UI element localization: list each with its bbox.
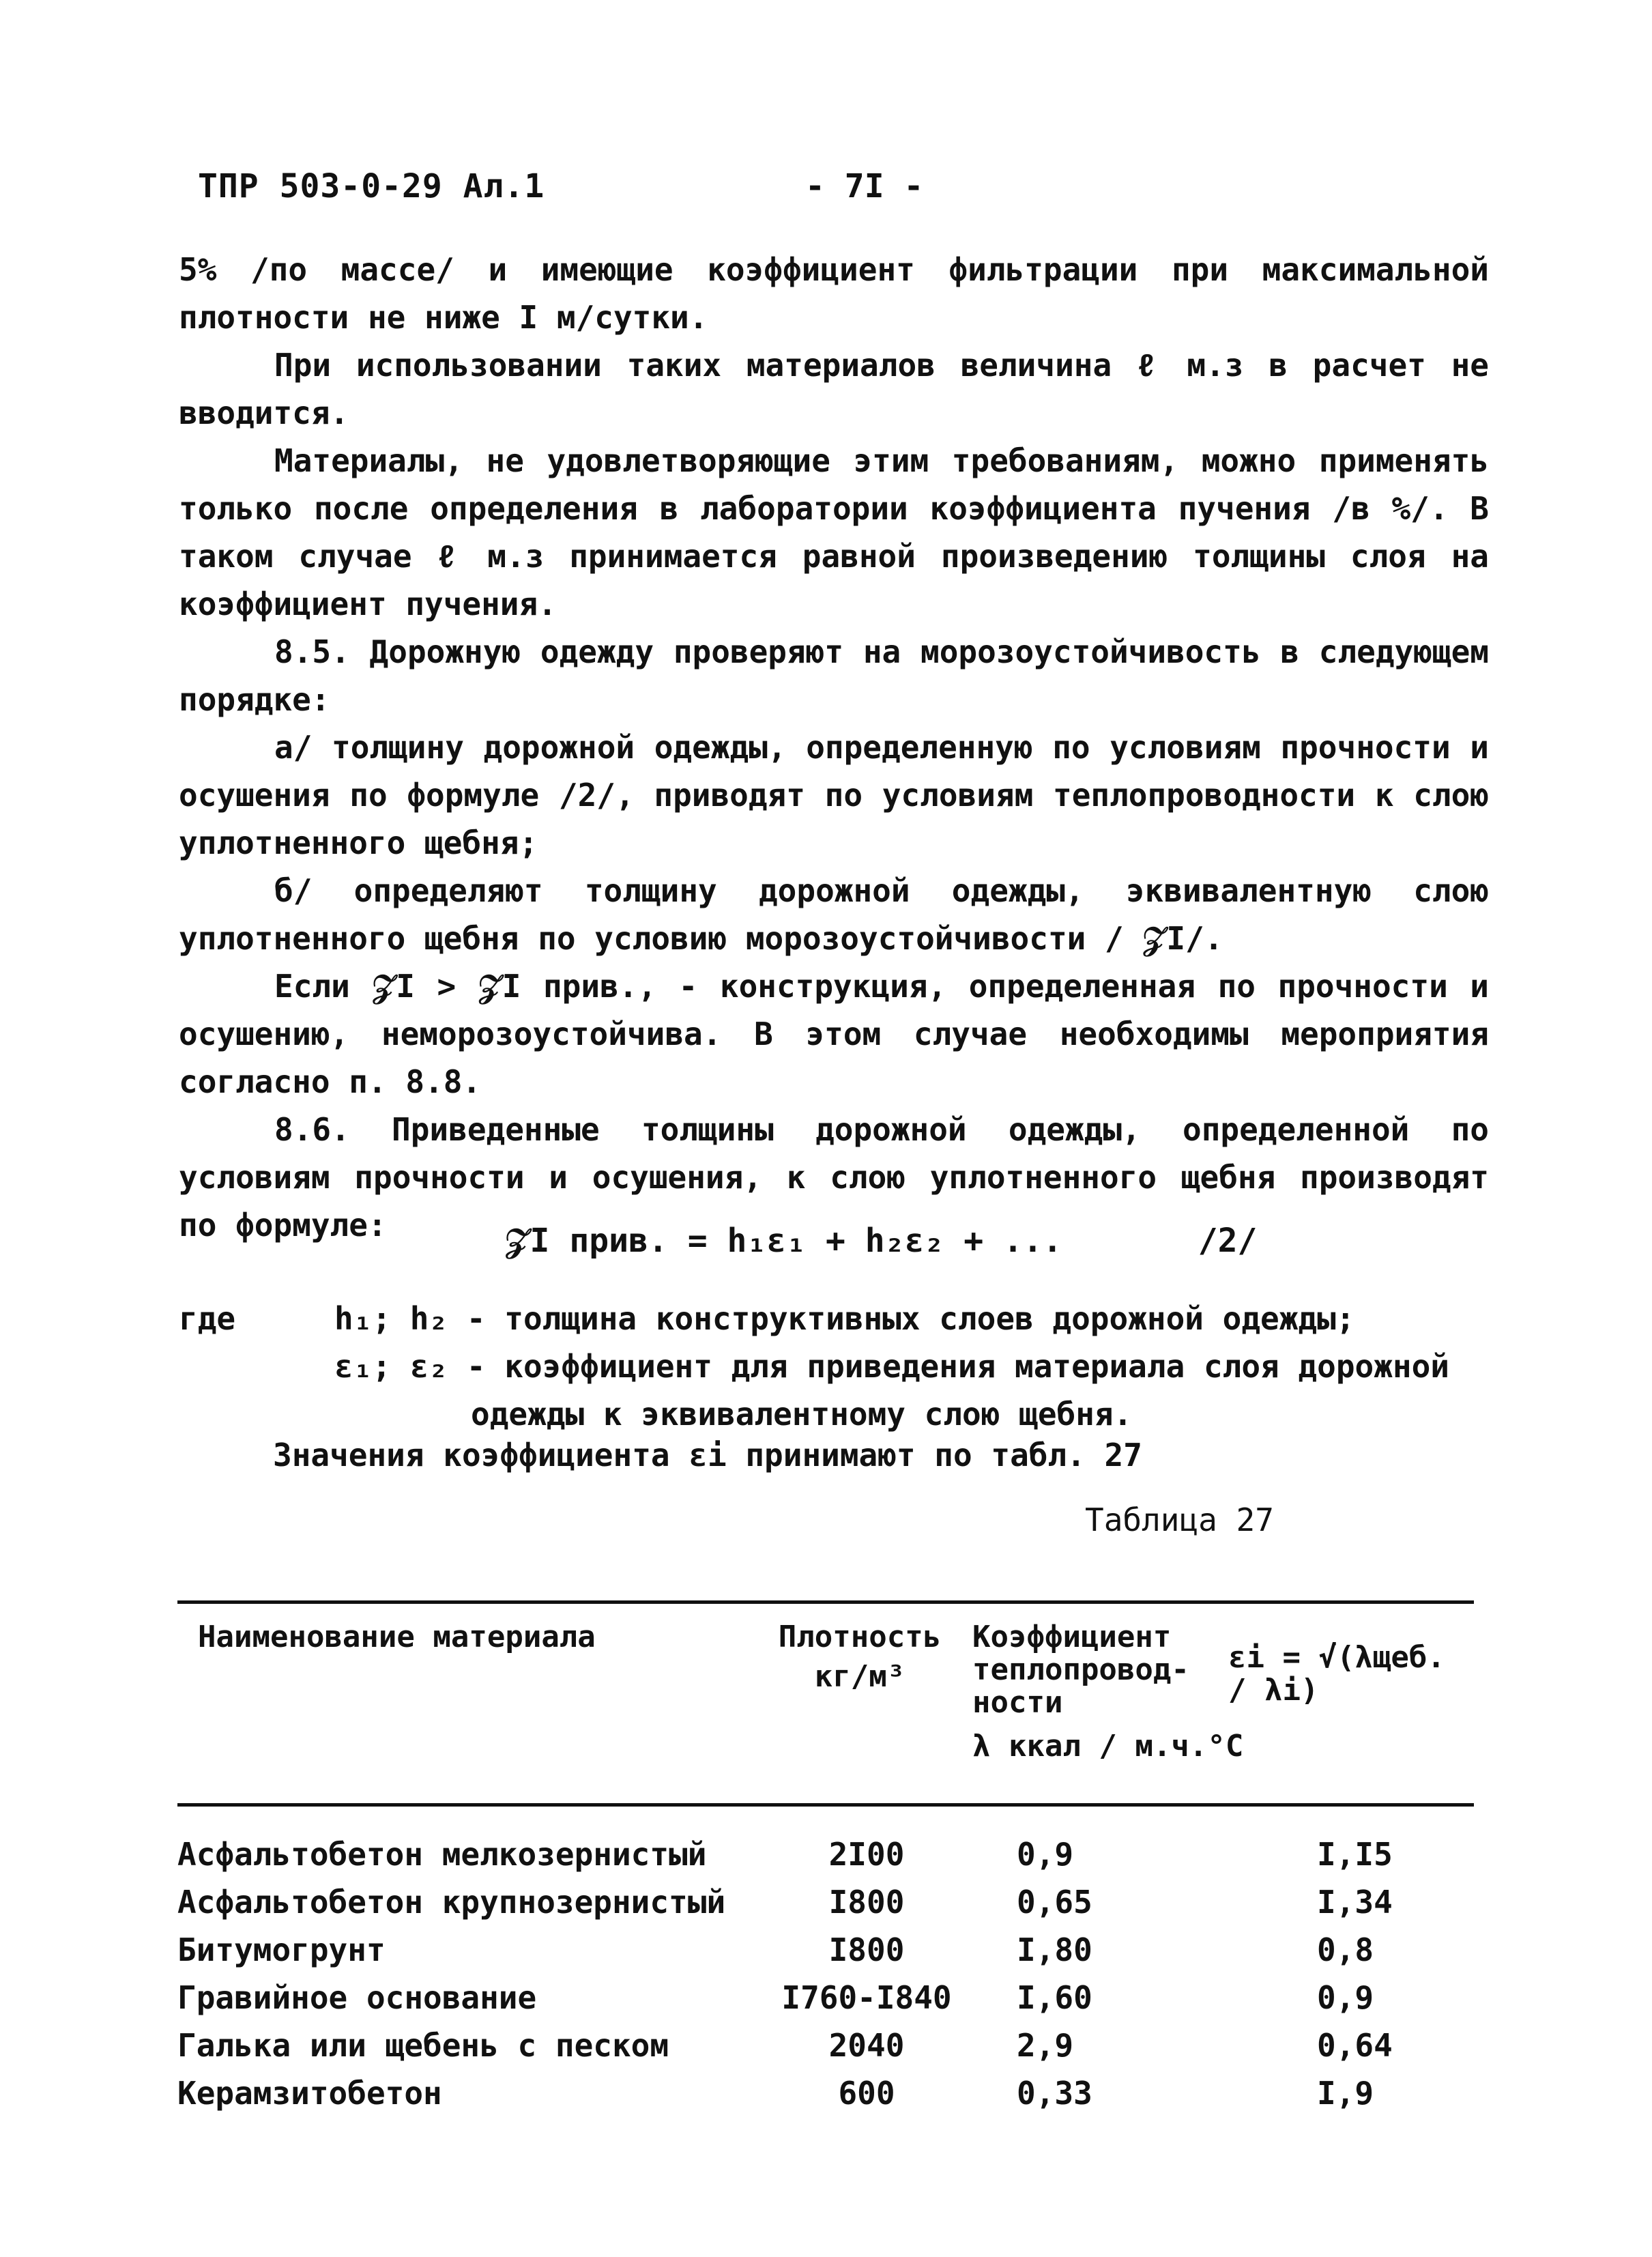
cell-material: Галька или щебень с песком [177,2027,669,2064]
definition-eps [334,1348,1449,1385]
cell-conductivity: 0,33 [1017,2075,1092,2112]
header-density [757,1621,962,1693]
paragraph: 5% /по массе/ и имеющие коэффициент фильтрации при максимальной плотности не ниже I м/сутки. [179,251,1489,336]
cell-material: Гравийное основание [177,1979,537,2016]
cell-material: Асфальтобетон мелкозернистый [177,1836,707,1873]
table-row [177,2027,1474,2075]
table-row [177,1979,1474,2027]
cell-eps: I,9 [1317,2075,1374,2112]
cell-density: I800 [828,1931,905,1968]
cell-density: 2040 [828,2027,905,2064]
page-header [198,167,1563,215]
values-note: Значения коэффициента εi принимают по табл. 27 [273,1437,1142,1473]
cell-eps: 0,9 [1317,1979,1374,2016]
document-code: ТПР 503-0-29 Ал.1 [198,167,545,205]
cell-density: 2I00 [828,1836,905,1873]
definition-text: толщина конструктивных слоев дорожной одежды; [504,1300,1355,1337]
cell-conductivity: 2,9 [1017,2027,1074,2064]
cell-material: Керамзитобетон [177,2075,442,2112]
paragraph: При использовании таких материалов величина ℓ м.з в расчет не вводится. [179,347,1489,431]
paragraph: Если 𝒵I > 𝒵I прив., - конструкция, определенная по прочности и осушению, неморозоустойчива. В этом случае необходимы мероприятия согласно п. 8.8. [179,968,1489,1100]
cell-eps: 0,8 [1317,1931,1374,1968]
cell-eps: 0,64 [1317,2027,1393,2064]
formula [505,1222,1257,1261]
cell-conductivity: I,60 [1017,1979,1092,2016]
cell-material: Асфальтобетон крупнозернистый [177,1884,726,1921]
cell-density: 600 [838,2075,895,2112]
table-caption: Таблица 27 [1085,1501,1274,1538]
formula-expression: 𝒵I прив. = h₁ε₁ + h₂ε₂ + ... [505,1222,1062,1260]
body-text [179,246,1489,1249]
formula-number: /2/ [1198,1222,1258,1260]
header-density-label: Плотность [778,1620,942,1654]
where-label: где [179,1300,236,1337]
header-conductivity [972,1621,1189,1719]
header-material-name: Наименование материала [198,1620,596,1654]
table-row [177,2075,1474,2123]
header-conductivity-line: теплопровод- [972,1652,1189,1687]
header-conductivity-unit: λ ккал / м.ч.°С [972,1729,1244,1764]
cell-conductivity: 0,9 [1017,1836,1074,1873]
cell-conductivity: I,80 [1017,1931,1092,1968]
definition-symbol: h₁; h₂ - [334,1300,486,1337]
paragraph: б/ определяют толщину дорожной одежды, эквивалентную слою уплотненного щебня по условию морозоустойчивости / 𝒵I/. [179,872,1489,957]
definition-text: коэффициент для приведения материала слоя дорожной [504,1348,1449,1385]
table-row [177,1836,1474,1884]
paragraph: 8.5. Дорожную одежду проверяют на морозоустойчивость в следующем порядке: [179,633,1489,718]
cell-density: I800 [828,1884,905,1921]
header-conductivity-line: ности [972,1685,1063,1720]
definition-h [334,1300,1355,1337]
definition-symbol: ε₁; ε₂ - [334,1348,486,1385]
header-density-unit: кг/м³ [814,1659,905,1694]
cell-density: I760-I840 [781,1979,952,2016]
paragraph: 8.6. Приведенные толщины дорожной одежды, определенной по условиям прочности и осушения, к слою уплотненного щебня производят по формуле: [179,1111,1489,1243]
header-conductivity-line: Коэффициент [972,1620,1172,1654]
table-top-rule [177,1600,1474,1604]
cell-eps: I,34 [1317,1884,1393,1921]
table-row [177,1884,1474,1931]
cell-material: Битумогрунт [177,1931,386,1968]
paragraph: Материалы, не удовлетворяющие этим требованиям, можно применять только после определения в лаборатории коэффициента пучения /в %/. В таком случае ℓ м.з принимается равной произведению толщины слоя на коэффициент пучения. [179,442,1489,622]
paragraph: а/ толщину дорожной одежды, определенную по условиям прочности и осушения по формуле /2/, приводят по условиям теплопроводности к слою уплотненного щебня; [179,729,1489,861]
cell-eps: I,I5 [1317,1836,1393,1873]
table-header-rule [177,1803,1474,1807]
cell-conductivity: 0,65 [1017,1884,1092,1921]
table-row [177,1931,1474,1979]
page-number: - 7I - [805,167,924,205]
definition-continuation: одежды к эквивалентному слою щебня. [471,1396,1133,1433]
header-eps-formula: εi = √(λщеб. / λi) [1228,1640,1445,1708]
